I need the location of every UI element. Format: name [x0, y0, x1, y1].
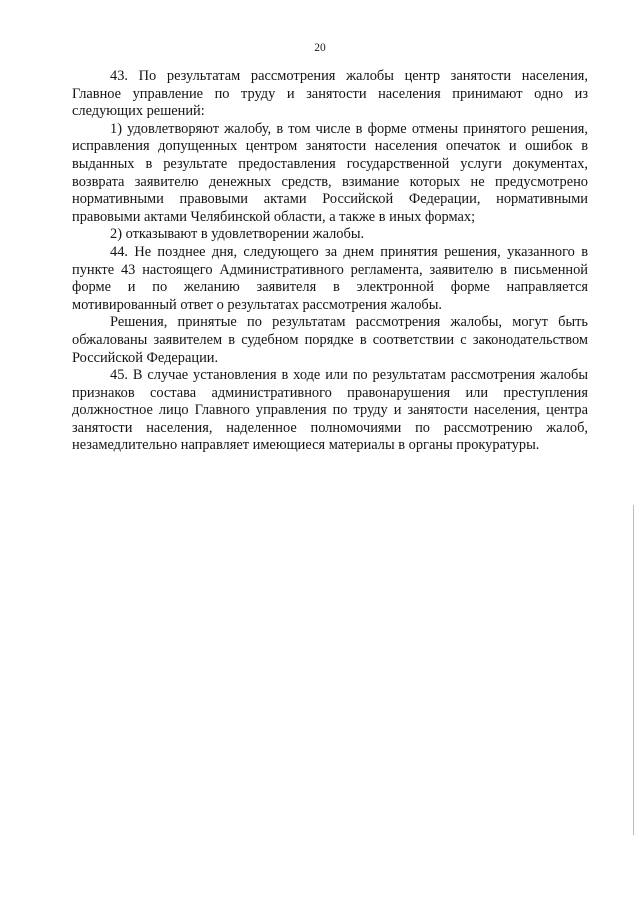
paragraph-appeal: Решения, принятые по результатам рассмотрения жалобы, могут быть обжалованы заявителем в судебном порядке в соответствии с законодательством Российской Федерации.	[72, 314, 588, 366]
page-number: 20	[314, 42, 326, 54]
paragraph-45: 45. В случае установления в ходе или по результатам рассмотрения жалобы признаков состава административного правонарушения или преступления должностное лицо Главного управления по труду и занятости населения, центра занятости населения, наделенное полномочиями по рассмотрению жалоб, незамедлительно направляет имеющиеся материалы в органы прокуратуры.	[72, 367, 588, 454]
document-body	[72, 68, 588, 455]
paragraph-43-option-1: 1) удовлетворяют жалобу, в том числе в форме отмены принятого решения, исправления допущенных центром занятости населения опечаток и ошибок в выданных в результате предоставления государственной услуги документах, возврата заявителю денежных средств, взимание которых не предусмотрено нормативными правовыми актами Российской Федерации, нормативными правовыми актами Челябинской области, а также в иных формах;	[72, 120, 588, 225]
paragraph-43: 43. По результатам рассмотрения жалобы центр занятости населения, Главное управление по труду и занятости населения принимают одно из следующих решений:	[72, 68, 588, 120]
scan-edge-line	[633, 505, 634, 835]
paragraph-43-option-2: 2) отказывают в удовлетворении жалобы.	[110, 226, 365, 243]
paragraph-44: 44. Не позднее дня, следующего за днем принятия решения, указанного в пункте 43 настоящего Административного регламента, заявителю в письменной форме и по желанию заявителя в электронной форме направляется мотивированный ответ о результатах рассмотрения жалобы.	[72, 243, 588, 313]
